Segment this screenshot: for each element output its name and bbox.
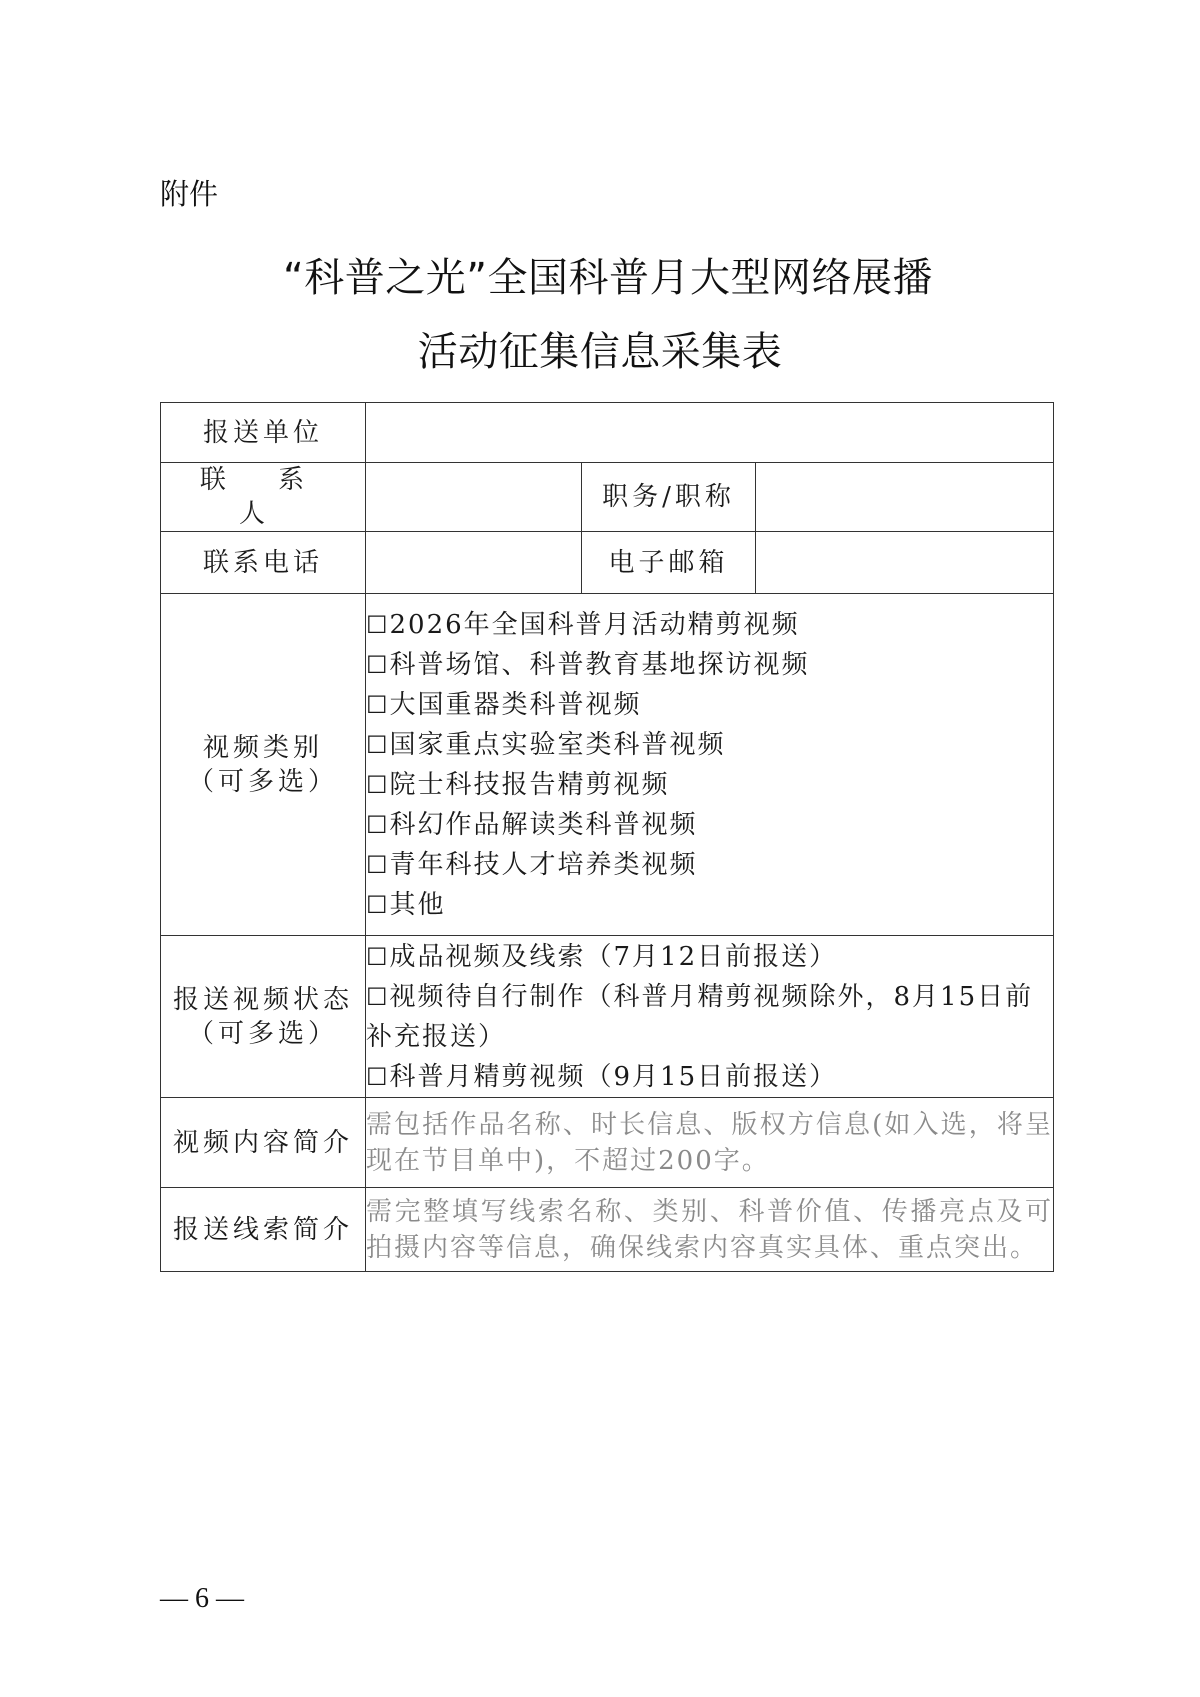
status-options (366, 936, 1054, 1098)
email-field[interactable] (756, 532, 1054, 594)
row-category (161, 594, 1054, 936)
category-option[interactable]: ☐青年科技人才培养类视频 (366, 849, 698, 880)
category-option[interactable]: ☐院士科技报告精剪视频 (366, 769, 670, 800)
phone-field[interactable] (366, 532, 582, 594)
info-collection-table (160, 402, 1054, 1272)
form-title-line2: 活动征集信息采集表 (417, 329, 783, 375)
checkbox-icon[interactable]: ☐ (366, 1062, 390, 1091)
unit-field[interactable] (366, 403, 1054, 463)
content-intro-label: 视频内容简介 (161, 1098, 366, 1188)
checkbox-icon[interactable]: ☐ (366, 942, 390, 971)
clue-intro-label: 报送线索简介 (161, 1188, 366, 1272)
category-option[interactable]: ☐科幻作品解读类科普视频 (366, 809, 698, 840)
position-label: 职务/职称 (582, 463, 756, 532)
category-label-line1: 视频类别 (202, 732, 323, 763)
checkbox-icon[interactable]: ☐ (366, 890, 390, 919)
email-label: 电子邮箱 (582, 532, 756, 594)
row-status (161, 936, 1054, 1098)
status-option[interactable]: ☐成品视频及线索（7月12日前报送） (366, 941, 838, 972)
row-contact (161, 463, 1054, 532)
category-option[interactable]: ☐大国重器类科普视频 (366, 689, 642, 720)
contact-field[interactable] (366, 463, 582, 532)
status-option[interactable]: ☐视频待自行制作（科普月精剪视频除外，8月15日前补充报送） (366, 981, 1034, 1052)
checkbox-icon[interactable]: ☐ (366, 850, 390, 879)
category-label (161, 594, 366, 936)
status-label (161, 936, 366, 1098)
unit-label: 报送单位 (161, 403, 366, 463)
row-unit (161, 403, 1054, 463)
status-label-line2: （可多选） (187, 1018, 338, 1049)
category-option[interactable]: ☐国家重点实验室类科普视频 (366, 729, 726, 760)
status-option[interactable]: ☐科普月精剪视频（9月15日前报送） (366, 1061, 838, 1092)
row-phone (161, 532, 1054, 594)
checkbox-icon[interactable]: ☐ (366, 730, 390, 759)
checkbox-icon[interactable]: ☐ (366, 810, 390, 839)
checkbox-icon[interactable]: ☐ (366, 650, 390, 679)
category-label-line2: （可多选） (187, 766, 338, 797)
checkbox-icon[interactable]: ☐ (366, 982, 390, 1011)
category-option[interactable]: ☐2026年全国科普月活动精剪视频 (366, 609, 800, 640)
status-label-line1: 报送视频状态 (172, 984, 353, 1015)
category-options (366, 594, 1054, 936)
row-content-intro (161, 1098, 1054, 1188)
content-intro-field[interactable]: 需包括作品名称、时长信息、版权方信息(如入选，将呈现在节目单中)，不超过200字。 (366, 1098, 1054, 1188)
row-clue-intro (161, 1188, 1054, 1272)
category-option[interactable]: ☐其他 (366, 889, 446, 920)
attachment-label: 附件 (160, 177, 219, 211)
contact-label: 联 系 人 (161, 463, 366, 532)
category-option[interactable]: ☐科普场馆、科普教育基地探访视频 (366, 649, 810, 680)
page-number: — 6 — (160, 1583, 244, 1614)
phone-label: 联系电话 (161, 532, 366, 594)
clue-intro-field[interactable]: 需完整填写线索名称、类别、科普价值、传播亮点及可拍摄内容等信息，确保线索内容真实具体、重点突出。 (366, 1188, 1054, 1272)
form-title-line1: “科普之光”全国科普月大型网络展播 (283, 255, 933, 301)
checkbox-icon[interactable]: ☐ (366, 770, 390, 799)
checkbox-icon[interactable]: ☐ (366, 610, 390, 639)
position-field[interactable] (756, 463, 1054, 532)
checkbox-icon[interactable]: ☐ (366, 690, 390, 719)
